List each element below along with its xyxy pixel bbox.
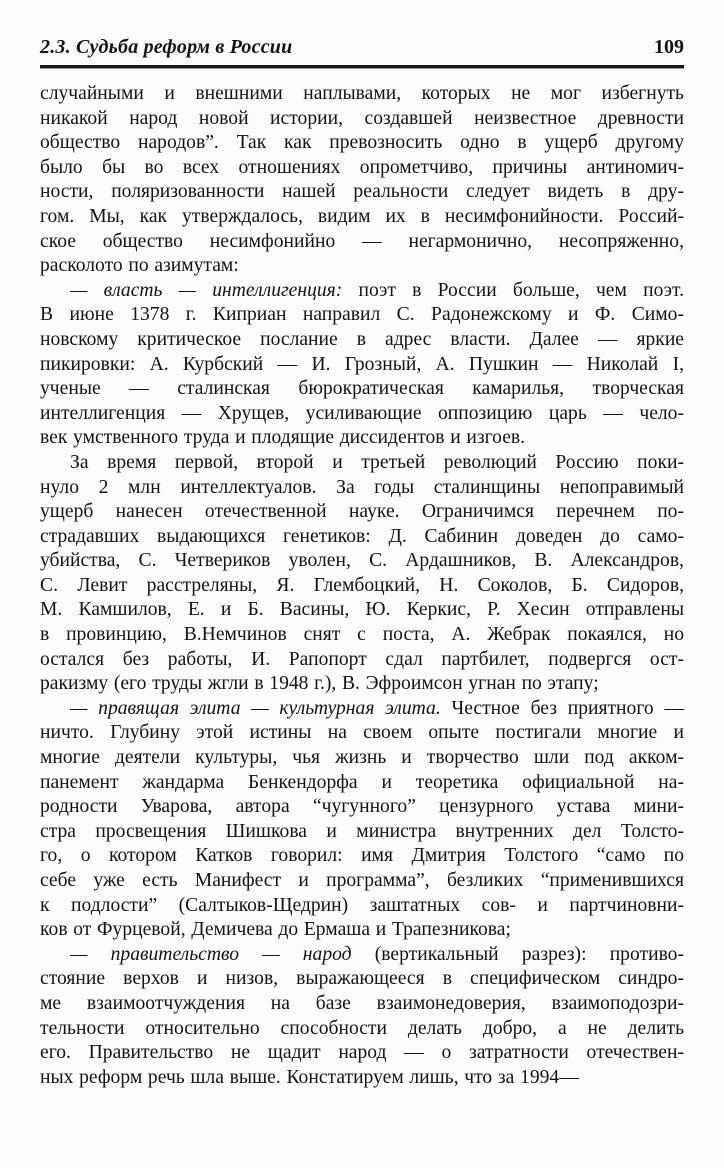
- text-line: [40, 820, 684, 845]
- text-line: [40, 918, 684, 943]
- text-line: [40, 967, 684, 992]
- text-segment: — правящая элита — культурная элита.: [70, 697, 441, 719]
- text-line: [40, 230, 684, 255]
- text-line: [40, 500, 684, 525]
- text-segment: убийства, С. Четвериков уволен, С. Ардашников, В. Александров,: [40, 550, 684, 572]
- page-header: [40, 36, 684, 59]
- text-line: [40, 623, 684, 648]
- text-segment: Честное без приятного —: [440, 697, 684, 719]
- text-segment: было бы во всех отношениях опрометчиво, причины антиномич-: [40, 156, 684, 178]
- text-segment: никакой народ новой истории, создавшей неизвестное древности: [40, 107, 684, 129]
- text-segment: ных реформ речь шла выше. Констатируем лишь, что за 1994—: [40, 1066, 579, 1088]
- text-line: [40, 131, 684, 156]
- text-line: [40, 525, 684, 550]
- text-line: [40, 303, 684, 328]
- text-segment: родности Уварова, автора “чугунного” цензурного устава мини-: [40, 796, 684, 818]
- text-segment: панемент жандарма Бенкендорфа и теоретика официальной на-: [40, 771, 684, 793]
- text-segment: ности, поляризованности нашей реальности следует видеть в дру-: [40, 181, 684, 203]
- text-segment: ракизму (его труды жгли в 1948 г.), В. Эфроимсон угнан по этапу;: [40, 673, 599, 695]
- text-line: [40, 1017, 684, 1042]
- text-segment: себе уже есть Манифест и программа”, безликих “применившихся: [40, 870, 684, 891]
- text-line: [40, 746, 684, 771]
- text-segment: интеллигенция — Хрущев, усиливающие оппозицию царь — чело-: [40, 402, 684, 424]
- text-line: [40, 697, 684, 722]
- text-line: [40, 328, 684, 353]
- text-line: [40, 943, 684, 968]
- text-segment: го, о котором Катков говорил: имя Дмитрия Толстого “само по: [40, 845, 684, 867]
- text-segment: случайными и внешними наплывами, которых не мог избегнуть: [40, 83, 684, 104]
- text-line: [40, 549, 684, 574]
- text-line: [40, 598, 684, 623]
- text-segment: его. Правительство не щадит народ — о затратности отечествен-: [40, 1042, 684, 1064]
- text-line: [40, 869, 684, 894]
- body-text: [40, 82, 684, 1090]
- text-line: [40, 451, 684, 476]
- text-segment: гом. Мы, как утверждалось, видим их в несимфонийности. Россий-: [40, 205, 684, 227]
- text-segment: стояние верхов и низов, выражающееся в специфическом синдро-: [40, 968, 684, 990]
- book-page: [0, 36, 724, 1168]
- text-segment: — правительство — народ: [70, 943, 352, 965]
- text-segment: ме взаимоотчуждения на базе взаимонедоверия, взаимоподозри-: [40, 992, 684, 1014]
- text-segment: ков от Фурцевой, Демичева до Ермаша и Трапезникова;: [40, 919, 511, 941]
- text-segment: В июне 1378 г. Киприан направил С. Радонежскому и Ф. Симо-: [40, 304, 684, 326]
- text-segment: ское общество несимфонийно — негармонично, несопряженно,: [40, 230, 684, 252]
- text-line: [40, 672, 684, 697]
- text-segment: страдавших выдающихся генетиков: Д. Сабинин доведен до само-: [40, 525, 684, 547]
- text-line: [40, 1041, 684, 1066]
- text-line: [40, 107, 684, 132]
- text-segment: С. Левит расстреляны, Я. Глембоцкий, Н. Соколов, Б. Сидоров,: [40, 574, 684, 596]
- text-segment: ученые — сталинская бюрократическая камарилья, творческая: [40, 378, 684, 400]
- text-segment: (вертикальный разрез): противо-: [351, 943, 685, 965]
- text-segment: ничто. Глубину этой истины на своем опыте постигали многие и: [40, 722, 684, 744]
- text-line: [40, 156, 684, 181]
- header-rule: [40, 65, 684, 69]
- text-line: [40, 353, 684, 378]
- text-line: [40, 426, 684, 451]
- text-segment: стра просвещения Шишкова и министра внутренних дел Толсто-: [40, 820, 684, 842]
- running-head-title: 2.3. Судьба реформ в России: [40, 36, 293, 58]
- text-line: [40, 992, 684, 1017]
- text-line: [40, 476, 684, 501]
- text-line: [40, 279, 684, 304]
- text-line: [40, 205, 684, 230]
- text-line: [40, 795, 684, 820]
- text-segment: остался без работы, И. Рапопорт сдал партбилет, подвергся ост-: [40, 648, 684, 670]
- text-line: [40, 82, 684, 107]
- text-segment: расколото по азимутам:: [40, 255, 239, 277]
- text-segment: пикировки: А. Курбский — И. Грозный, А. Пушкин — Николай I,: [40, 353, 684, 375]
- text-segment: новскому критическое послание в адрес власти. Далее — яркие: [40, 328, 684, 350]
- text-segment: нуло 2 млн интеллектуалов. За годы сталинщины непоправимый: [40, 476, 684, 498]
- text-line: [40, 254, 684, 279]
- text-segment: век умственного труда и плодящие диссидентов и изгоев.: [40, 427, 526, 449]
- text-segment: — власть — интеллигенция:: [70, 279, 343, 301]
- text-line: [40, 894, 684, 919]
- page-number: 109: [654, 36, 684, 58]
- text-segment: общество народов”. Так как превозносить одно в ущерб другому: [40, 132, 684, 154]
- text-line: [40, 721, 684, 746]
- text-line: [40, 771, 684, 796]
- text-segment: в провинцию, В.Немчинов снят с поста, А. Жебрак покаялся, но: [40, 624, 684, 646]
- text-segment: М. Камшилов, Е. и Б. Васины, Ю. Керкис, Р. Хесин отправлены: [40, 599, 684, 621]
- text-segment: к подлости” (Салтыков-Щедрин) заштатных сов- и партчиновни-: [40, 894, 684, 916]
- text-line: [40, 844, 684, 869]
- text-line: [40, 648, 684, 673]
- text-segment: ущерб нанесен отечественной науке. Ограничимся перечнем по-: [40, 501, 684, 523]
- text-line: [40, 377, 684, 402]
- text-line: [40, 180, 684, 205]
- text-line: [40, 402, 684, 427]
- text-line: [40, 1066, 684, 1091]
- text-segment: За время первой, второй и третьей революций Россию поки-: [70, 451, 684, 473]
- text-line: [40, 574, 684, 599]
- text-segment: тельности относительно способности делать добро, а не делить: [40, 1017, 684, 1039]
- text-segment: многие деятели культуры, чья жизнь и творчество шли под акком-: [40, 747, 684, 769]
- page-content: [40, 36, 684, 1090]
- text-segment: поэт в России больше, чем поэт.: [342, 279, 685, 301]
